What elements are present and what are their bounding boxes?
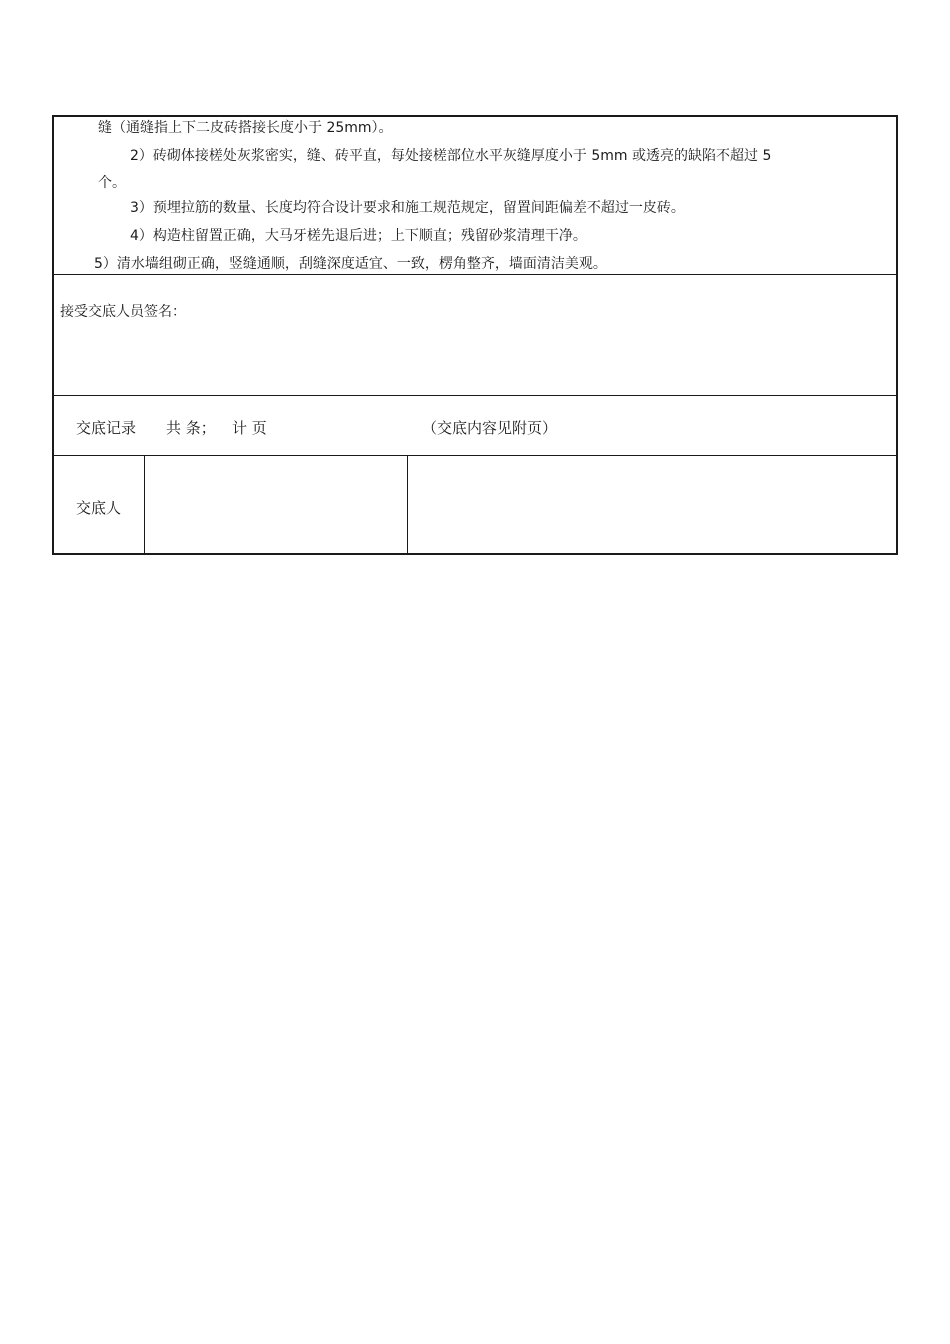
discloser-name-cell[interactable] <box>145 456 408 553</box>
quality-requirements-section <box>54 117 896 274</box>
requirement-line: 2）砖砌体接槎处灰浆密实，缝、砖平直，每处接槎部位水平灰缝厚度小于 5mm 或透亮的缺陷不超过 5 <box>130 148 772 164</box>
requirement-line: 5）清水墙组砌正确，竖缝通顺，刮缝深度适宜、一致，楞角整齐，墙面清洁美观。 <box>94 256 607 272</box>
requirement-line: 个。 <box>98 175 126 191</box>
recipient-signature-section <box>54 274 896 395</box>
discloser-row <box>54 455 896 553</box>
record-label: 交底记录 <box>76 419 137 437</box>
requirement-line: 缝（通缝指上下二皮砖搭接长度小于 25mm）。 <box>98 120 393 136</box>
disclosure-table <box>52 115 898 555</box>
record-attachment-note: （交底内容见附页） <box>422 419 558 437</box>
requirement-line: 4）构造柱留置正确，大马牙槎先退后进；上下顺直；残留砂浆清理干净。 <box>130 228 587 244</box>
discloser-remark-cell[interactable] <box>408 456 896 553</box>
record-total-items: 共 条； <box>166 419 216 437</box>
recipient-signature-label: 接受交底人员签名： <box>60 304 186 320</box>
disclosure-record-row <box>54 395 896 455</box>
record-page-count: 计 页 <box>232 419 267 437</box>
discloser-label-cell <box>54 456 145 553</box>
requirement-line: 3）预埋拉筋的数量、长度均符合设计要求和施工规范规定，留置间距偏差不超过一皮砖。 <box>130 200 685 216</box>
discloser-label: 交底人 <box>76 499 122 517</box>
